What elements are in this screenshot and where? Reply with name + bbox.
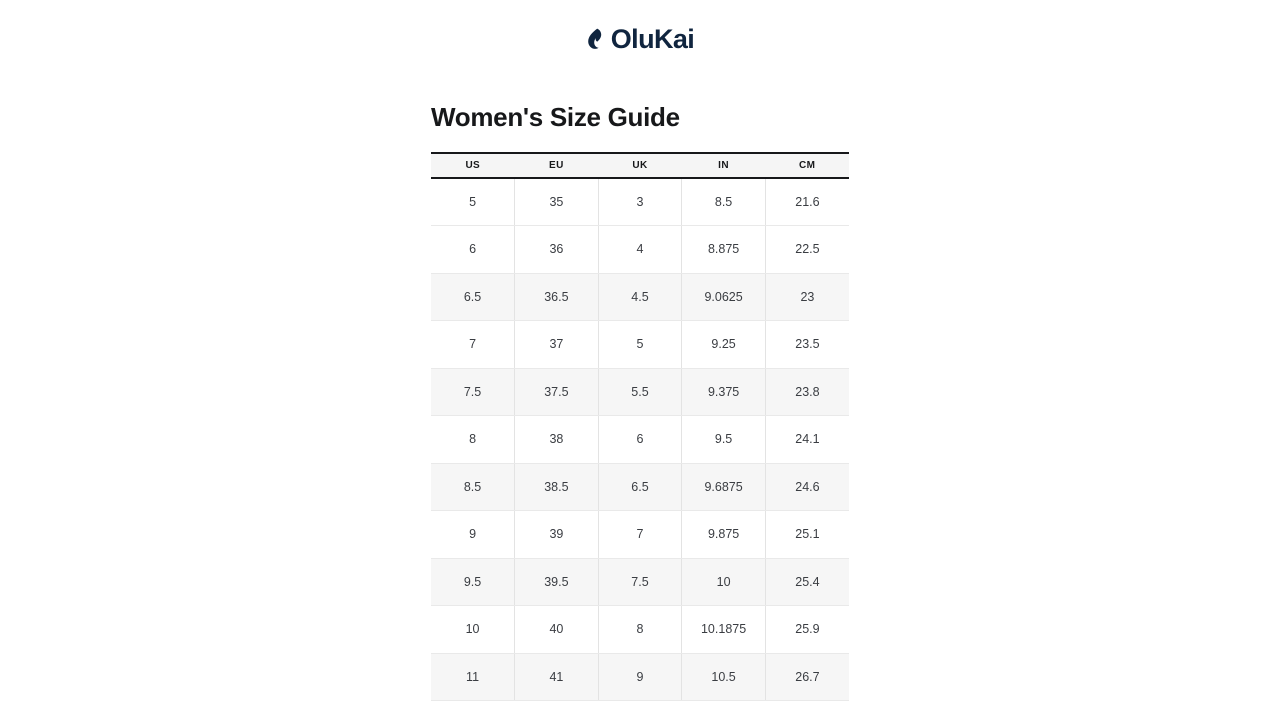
cell-uk: 7 (598, 511, 682, 559)
cell-us: 6 (431, 226, 515, 274)
table-row (431, 226, 849, 274)
cell-us: 9.5 (431, 558, 515, 606)
cell-eu: 37 (515, 321, 599, 369)
brand-logo (0, 0, 1280, 53)
table-row (431, 368, 849, 416)
table-header (431, 153, 849, 178)
cell-cm: 24.6 (765, 463, 849, 511)
cell-in: 9.25 (682, 321, 766, 369)
table-row (431, 606, 849, 654)
cell-in: 10.1875 (682, 606, 766, 654)
cell-us: 7.5 (431, 368, 515, 416)
cell-uk: 8 (598, 606, 682, 654)
cell-eu: 37.5 (515, 368, 599, 416)
page-title: Women's Size Guide (431, 102, 680, 132)
column-header-uk: UK (598, 153, 682, 178)
cell-cm: 25.4 (765, 558, 849, 606)
column-header-eu: EU (515, 153, 599, 178)
cell-us: 11 (431, 653, 515, 701)
cell-uk: 4.5 (598, 273, 682, 321)
cell-us: 7 (431, 321, 515, 369)
brand-name: OluKai (610, 24, 695, 54)
size-conversion-table (431, 152, 849, 701)
olukai-drop-icon (586, 28, 604, 52)
cell-cm: 23 (765, 273, 849, 321)
cell-in: 8.875 (682, 226, 766, 274)
cell-in: 9.5 (682, 416, 766, 464)
column-header-in: IN (682, 153, 766, 178)
table-row (431, 558, 849, 606)
cell-eu: 39 (515, 511, 599, 559)
cell-in: 9.0625 (682, 273, 766, 321)
cell-eu: 41 (515, 653, 599, 701)
cell-in: 9.375 (682, 368, 766, 416)
cell-us: 9 (431, 511, 515, 559)
cell-eu: 36 (515, 226, 599, 274)
cell-cm: 26.7 (765, 653, 849, 701)
cell-cm: 22.5 (765, 226, 849, 274)
cell-eu: 39.5 (515, 558, 599, 606)
cell-uk: 3 (598, 178, 682, 226)
cell-uk: 4 (598, 226, 682, 274)
cell-in: 9.6875 (682, 463, 766, 511)
cell-cm: 23.5 (765, 321, 849, 369)
table-row (431, 178, 849, 226)
table-row (431, 321, 849, 369)
cell-uk: 6 (598, 416, 682, 464)
cell-in: 8.5 (682, 178, 766, 226)
cell-eu: 40 (515, 606, 599, 654)
cell-uk: 6.5 (598, 463, 682, 511)
cell-us: 8 (431, 416, 515, 464)
cell-in: 10.5 (682, 653, 766, 701)
cell-us: 6.5 (431, 273, 515, 321)
table-row (431, 273, 849, 321)
table-row (431, 653, 849, 701)
cell-uk: 5.5 (598, 368, 682, 416)
table-row (431, 416, 849, 464)
content-area (431, 53, 849, 701)
cell-cm: 25.1 (765, 511, 849, 559)
cell-cm: 21.6 (765, 178, 849, 226)
cell-uk: 9 (598, 653, 682, 701)
cell-us: 8.5 (431, 463, 515, 511)
table-row (431, 511, 849, 559)
cell-eu: 35 (515, 178, 599, 226)
cell-in: 10 (682, 558, 766, 606)
cell-cm: 25.9 (765, 606, 849, 654)
cell-eu: 38 (515, 416, 599, 464)
column-header-cm: CM (765, 153, 849, 178)
cell-us: 10 (431, 606, 515, 654)
cell-in: 9.875 (682, 511, 766, 559)
cell-cm: 23.8 (765, 368, 849, 416)
table-body (431, 178, 849, 701)
cell-uk: 5 (598, 321, 682, 369)
cell-us: 5 (431, 178, 515, 226)
cell-eu: 38.5 (515, 463, 599, 511)
column-header-us: US (431, 153, 515, 178)
cell-cm: 24.1 (765, 416, 849, 464)
table-row (431, 463, 849, 511)
table-header-row (431, 153, 849, 178)
cell-uk: 7.5 (598, 558, 682, 606)
cell-eu: 36.5 (515, 273, 599, 321)
